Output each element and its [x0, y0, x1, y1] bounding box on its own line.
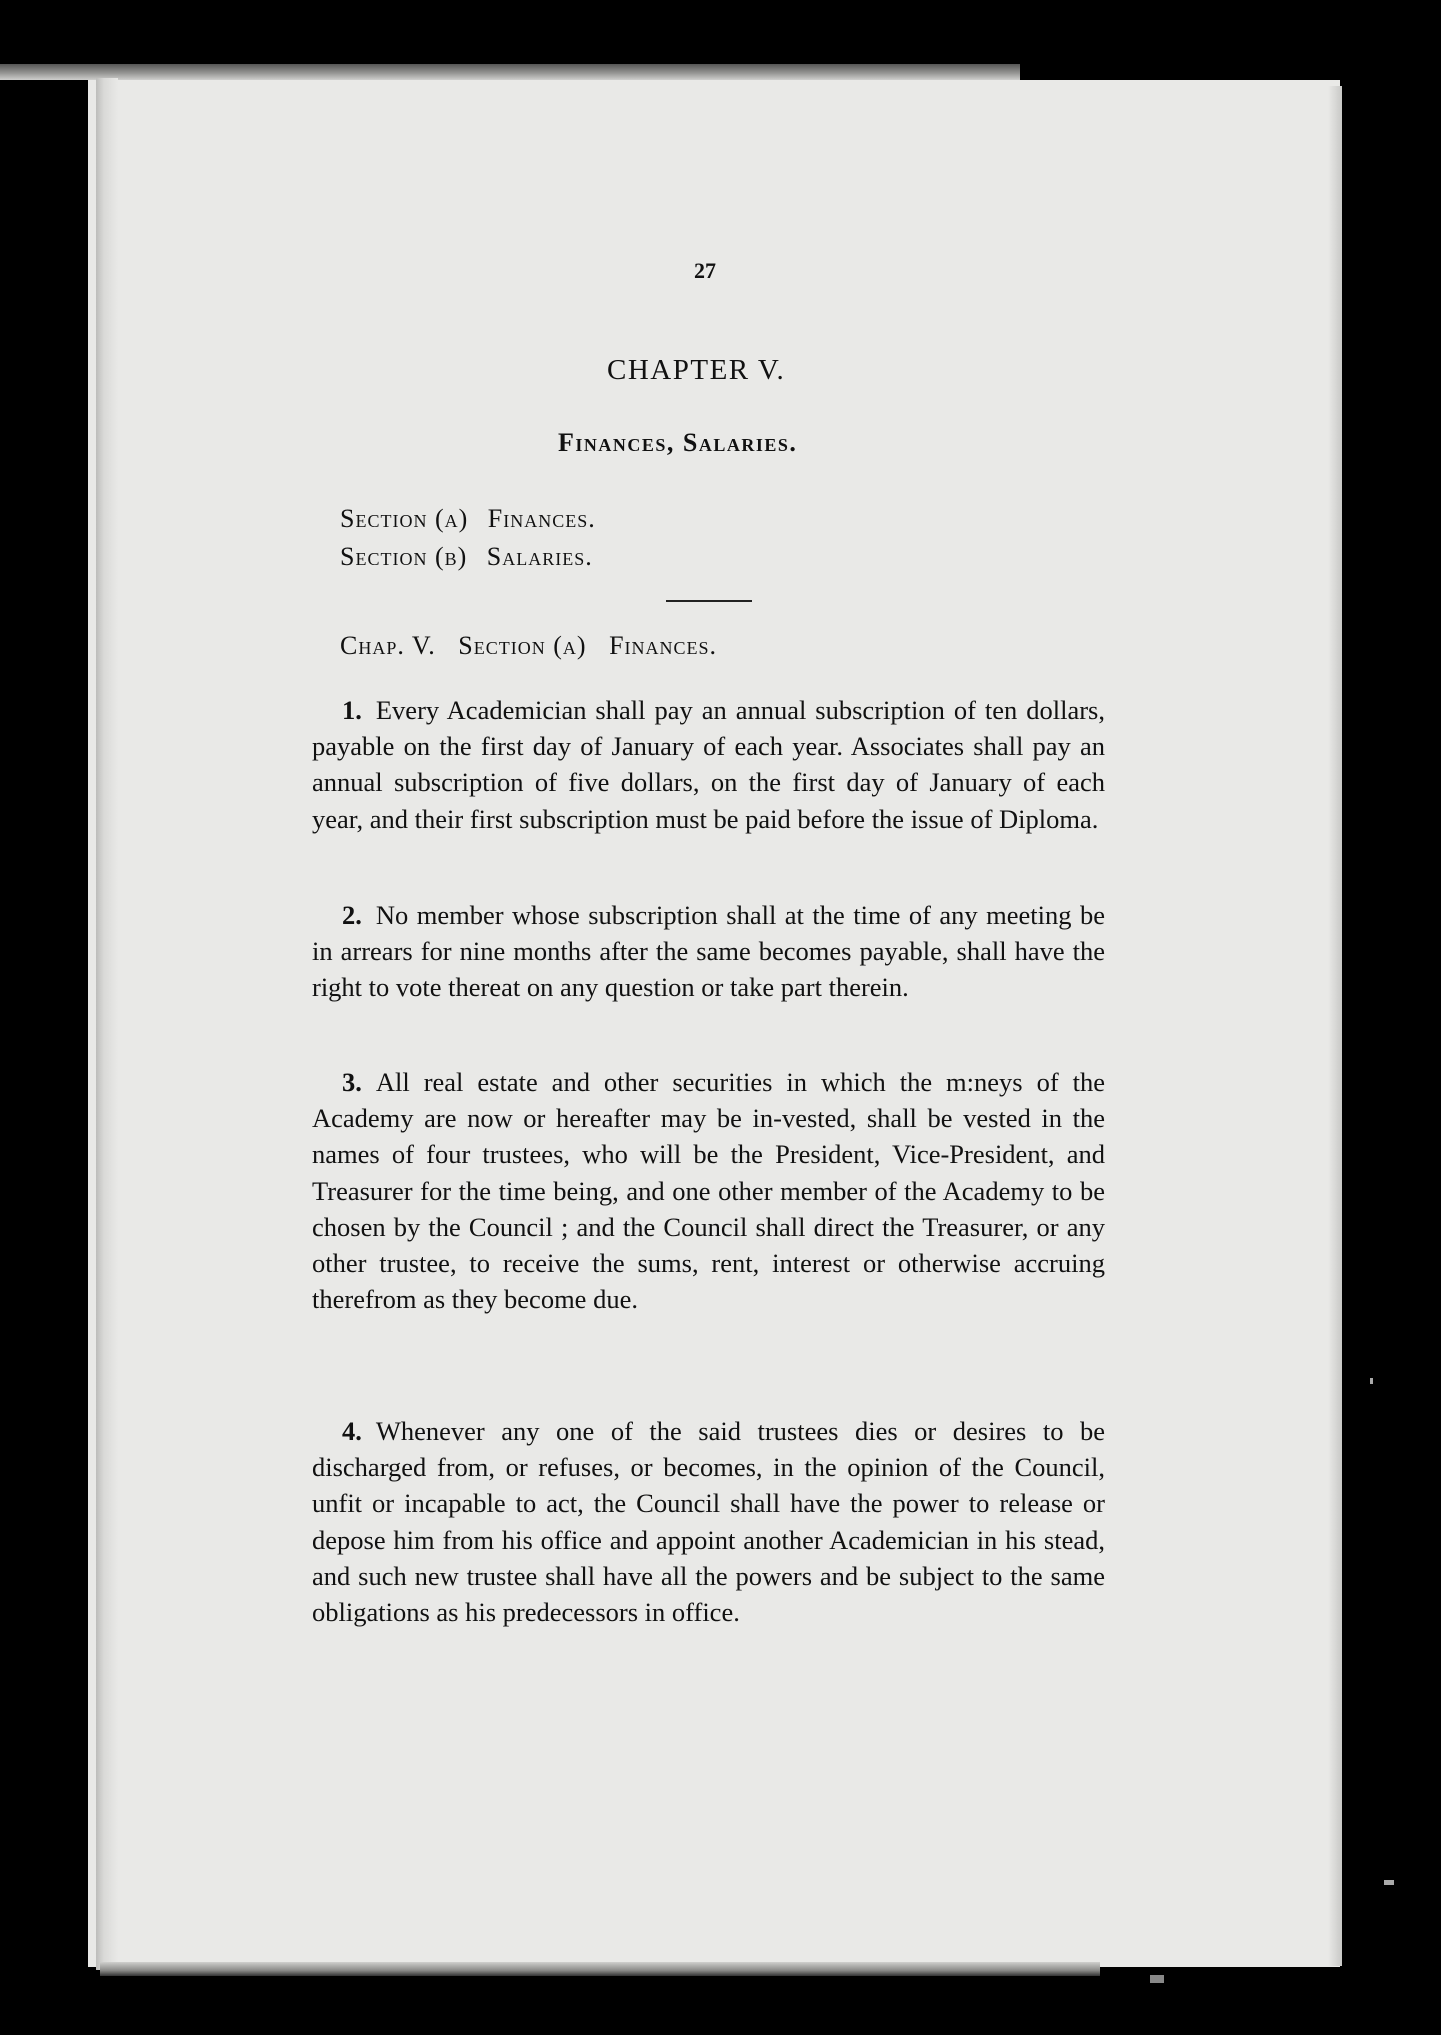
page-top-edge: [0, 64, 1020, 80]
paragraph-number: 2.: [342, 900, 362, 930]
paragraph: [312, 897, 1105, 1006]
section-heading: Chap. V. Section (a) Finances.: [340, 631, 718, 660]
scan-speck: [1384, 1880, 1394, 1885]
section-title: Finances.: [487, 504, 596, 533]
section-list-item: [340, 500, 596, 538]
chapter-title: CHAPTER V.: [607, 354, 786, 386]
page-right-edge: [1328, 86, 1342, 1966]
section-title: Salaries.: [486, 542, 593, 571]
paragraph: [312, 1413, 1105, 1630]
page-number: 27: [694, 258, 716, 283]
section-label: Section (a): [340, 504, 469, 533]
paragraph-text: Every Academician shall pay an annual subscription of ten dollars, payable on the first day of January of each year. Associates shall pay an annual subscription of five dollars, on the first day of January of each year, and their first subscription must be paid before the issue of Diploma.: [312, 695, 1105, 834]
paragraph-text: No member whose subscription shall at the time of any meeting be in arrears for nine months after the same becomes payable, shall have the right to vote thereat on any question or take part therein.: [312, 900, 1105, 1003]
paragraph-number: 1.: [342, 695, 362, 725]
section-list-item: [340, 538, 596, 576]
paragraph-number: 4.: [342, 1416, 362, 1446]
page-bottom-edge: [100, 1962, 1100, 1976]
section-label: Section (b): [340, 542, 468, 571]
section-list: [340, 500, 596, 576]
chapter-subtitle: Finances, Salaries.: [558, 428, 798, 457]
paragraph-number: 3.: [342, 1067, 362, 1097]
scan-speck: [1150, 1975, 1164, 1983]
divider-rule: [666, 600, 752, 602]
paragraph: [312, 692, 1105, 837]
paragraph-text: All real estate and other securities in which the m:neys of the Academy are now or hereafter may be in-vested, shall be vested in the names of four trustees, who will be the President, Vice-President, and Treasurer for the time being, and one other member of the Academy to be chosen by the Council ; and the Council shall direct the Treasurer, or any other trustee, to receive the sums, rent, interest or otherwise accruing therefrom as they become due.: [312, 1067, 1105, 1315]
book-spine-shadow: [96, 78, 118, 1970]
paragraph-text: Whenever any one of the said trustees dies or desires to be discharged from, or refuses, or becomes, in the opinion of the Council, unfit or incapable to act, the Council shall have the power to release or depose him from his office and appoint another Academician in his stead, and such new trustee shall have all the powers and be subject to the same obligations as his predecessors in office.: [312, 1416, 1105, 1628]
scan-speck: [1370, 1378, 1373, 1384]
paragraph: [312, 1064, 1105, 1317]
